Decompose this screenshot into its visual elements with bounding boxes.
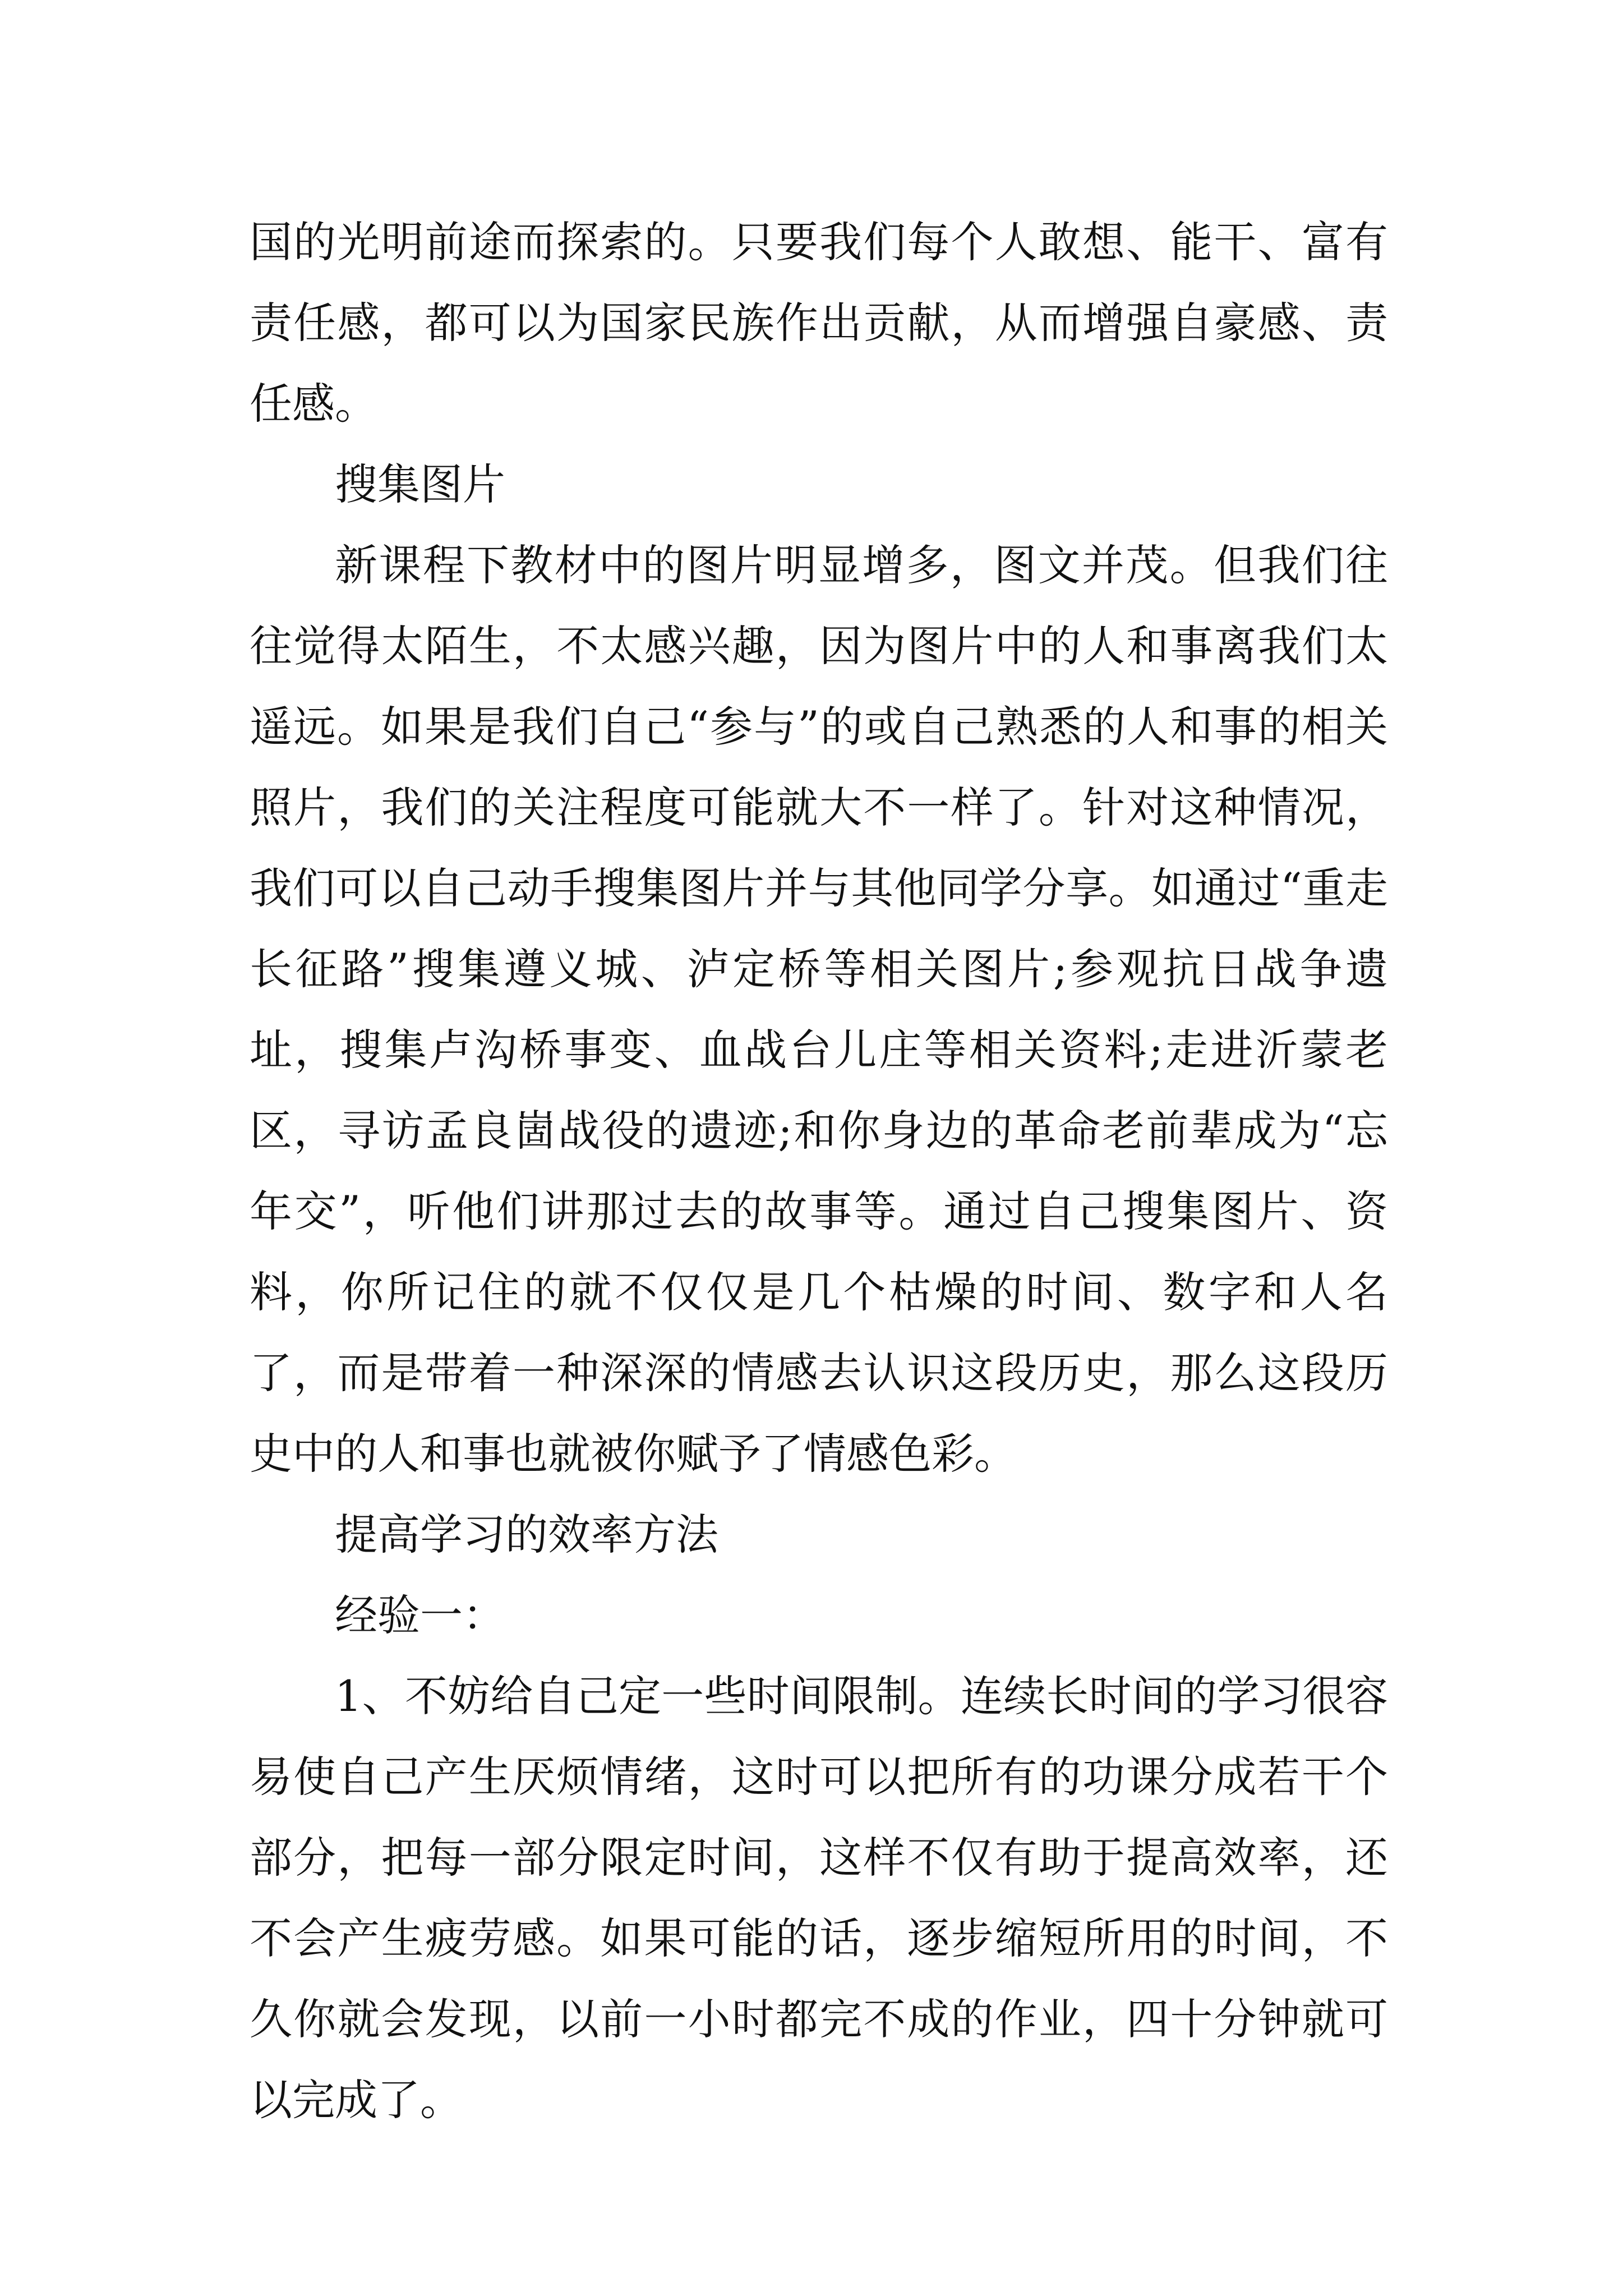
paragraph-time-limit: 1、不妨给自己定一些时间限制。连续长时间的学习很容易使自己产生厌烦情绪，这时可以把所有的功课分成若干个部分，把每一部分限定时间，这样不仅有助于提高效率，还不会产生疲劳感。如果可能的话，逐步缩短所用的时间，不久你就会发现，以前一小时都完不成的作业，四十分钟就可以完成了。 [250, 1671, 1388, 2125]
document-body [250, 202, 1388, 2141]
paragraph-continuation: 国的光明前途而探索的。只要我们每个人敢想、能干、富有责任感，都可以为国家民族作出贡献，从而增强自豪感、责任感。 [250, 217, 1388, 429]
section-heading-study-efficiency: 提高学习的效率方法 [335, 1510, 718, 1559]
subheading-experience-one: 经验一： [335, 1590, 505, 1640]
section-heading-collect-pictures: 搜集图片 [335, 459, 505, 509]
paragraph-collect-pictures: 新课程下教材中的图片明显增多，图文并茂。但我们往往觉得太陌生，不太感兴趣，因为图片中的人和事离我们太遥远。如果是我们自己“参与”的或自己熟悉的人和事的相关照片，我们的关注程度可能就大不一样了。针对这种情况，我们可以自己动手搜集图片并与其他同学分享。如通过“重走长征路”搜集遵义城、泸定桥等相关图片;参观抗日战争遗址，搜集卢沟桥事变、血战台儿庄等相关资料;走进沂蒙老区，寻访孟良崮战役的遗迹;和你身边的革命老前辈成为“忘年交”，听他们讲那过去的故事等。通过自己搜集图片、资料，你所记住的就不仅仅是几个枯燥的时间、数字和人名了，而是带着一种深深的情感去认识这段历史，那么这段历史中的人和事也就被你赋予了情感色彩。 [250, 540, 1388, 1479]
